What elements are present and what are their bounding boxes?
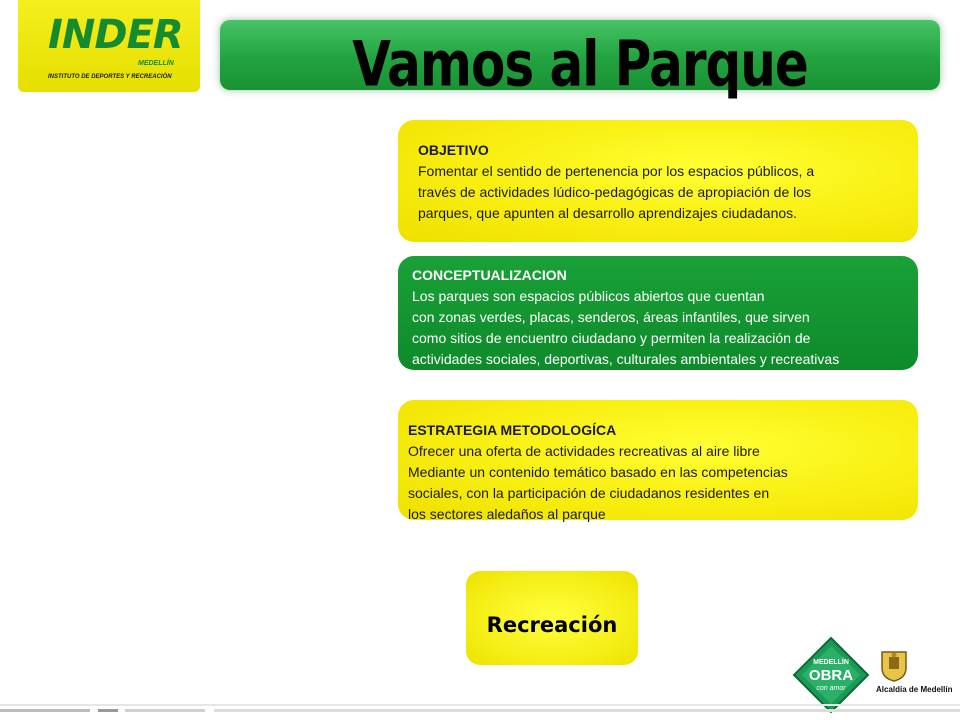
objetivo-box <box>398 120 918 242</box>
estrategia-line: sociales, con la participación de ciudadanos residentes en <box>408 485 770 501</box>
estrategia-heading: ESTRATEGIA METODOLOGÍCA <box>408 422 617 438</box>
inder-logo <box>18 0 200 92</box>
conceptualizacion-line: actividades sociales, deportivas, culturales ambientales y recreativas <box>412 351 840 367</box>
coat-of-arms-icon <box>880 650 908 682</box>
conceptualizacion-heading: CONCEPTUALIZACION <box>412 267 567 283</box>
obra-main-text: OBRA <box>808 667 854 684</box>
logo-tagline: INSTITUTO DE DEPORTES Y RECREACIÓN <box>48 74 172 80</box>
bottom-divider <box>0 704 960 714</box>
objetivo-line: Fomentar el sentido de pertenencia por los espacios públicos, a <box>418 163 815 179</box>
obra-sub-text: con amor <box>816 685 846 692</box>
estrategia-line: Ofrecer una oferta de actividades recreativas al aire libre <box>408 443 760 459</box>
objetivo-line: través de actividades lúdico-pedagógicas de apropiación de los <box>418 184 812 200</box>
title-banner <box>220 20 940 101</box>
estrategia-line: los sectores aledaños al parque <box>408 506 606 522</box>
conceptualizacion-line: con zonas verdes, placas, senderos, áreas infantiles, que sirven <box>412 309 810 325</box>
estrategia-line: Mediante un contenido temático basado en las competencias <box>408 464 788 480</box>
objetivo-line: parques, que apunten al desarrollo aprendizajes ciudadanos. <box>418 205 798 221</box>
logo-wordmark: INDER <box>48 12 183 58</box>
obra-top-text: MEDELLÍN <box>813 659 849 666</box>
objetivo-heading: OBJETIVO <box>418 142 489 158</box>
estrategia-box <box>398 400 918 520</box>
recreacion-button[interactable] <box>466 571 638 665</box>
conceptualizacion-box <box>398 256 918 370</box>
alcaldia-label: Alcaldía de Medellín <box>876 685 953 694</box>
conceptualizacion-line: como sitios de encuentro ciudadano y permiten la realización de <box>412 330 811 346</box>
recreacion-label: Recreación <box>486 613 618 637</box>
logo-city: MEDELLÍN <box>138 60 174 67</box>
obra-con-amor-logo <box>792 636 870 714</box>
page-title: Vamos al Parque <box>352 28 808 101</box>
conceptualizacion-line: Los parques son espacios públicos abiertos que cuentan <box>412 288 765 304</box>
